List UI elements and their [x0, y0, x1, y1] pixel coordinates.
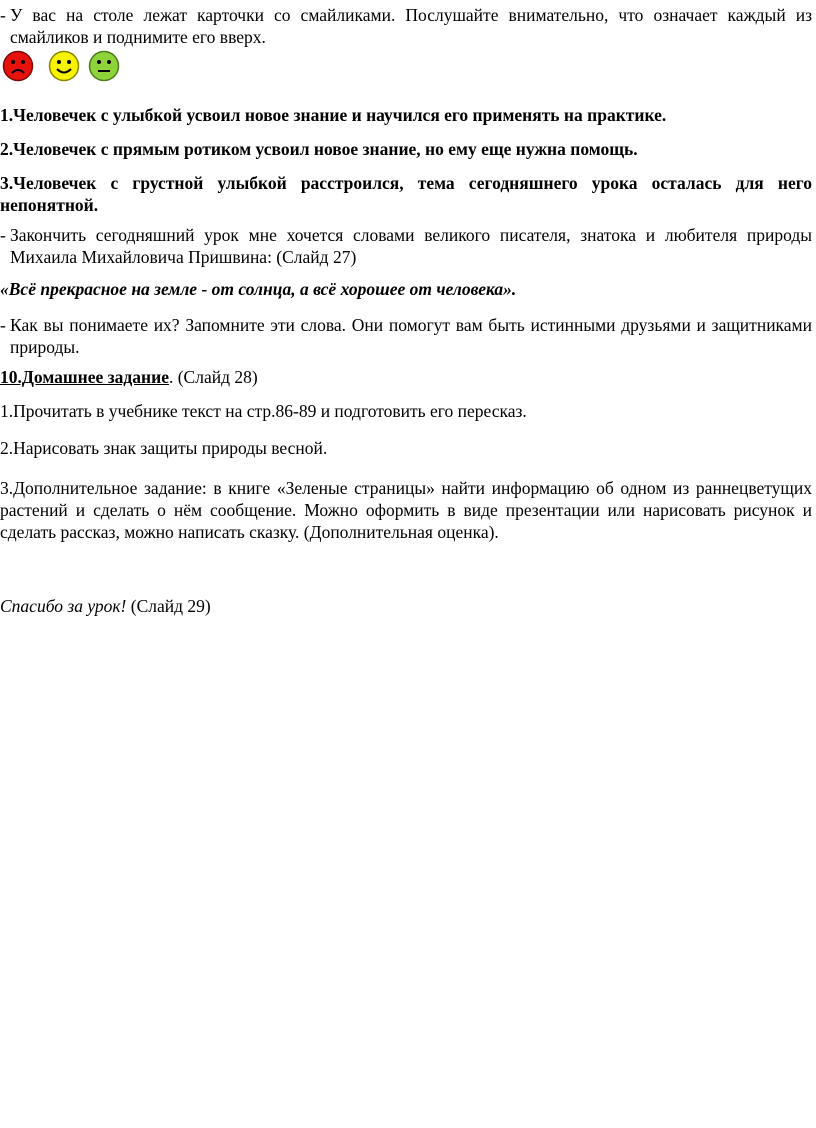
smiley-row	[2, 50, 132, 84]
homework-task-3: 3.Дополнительное задание: в книге «Зеленые страницы» найти информацию об одном из раннецветущих растений и сделать о нём сообщение. Можно оформить в виде презентации или нарисовать рисунок и сделать рассказ, можно написать сказку. (Дополнительная оценка).	[0, 478, 812, 542]
intro-paragraph	[0, 4, 812, 48]
prishvin-quote: «Всё прекрасное на земле - от солнца, а всё хорошее от человека».	[0, 279, 517, 299]
smiley-meaning-3: 3.Человечек с грустной улыбкой расстроился, тема сегодняшнего урока осталась для него непонятной.	[0, 173, 812, 215]
smiley-meaning-2: 2.Человечек с прямым ротиком усвоил новое знание, но ему еще нужна помощь.	[0, 139, 638, 159]
intro-text: У вас на столе лежат карточки со смайликами. Послушайте внимательно, что означает каждый из смайликов и поднимите его вверх.	[10, 5, 812, 47]
happy-face-icon	[48, 50, 80, 82]
question-text: Как вы понимаете их? Запомните эти слова. Они помогут вам быть истинными друзьями и защитниками природы.	[10, 315, 812, 357]
thanks-slide-ref: (Слайд 29)	[126, 596, 211, 616]
sad-face-icon	[2, 50, 34, 82]
homework-title: 10.Домашнее задание	[0, 367, 169, 387]
homework-task-2: 2.Нарисовать знак защиты природы весной.	[0, 438, 328, 458]
closing-text: Закончить сегодняшний урок мне хочется словами великого писателя, знатока и любителя природы Михаила Михайловича Пришвина: (Слайд 27)	[10, 225, 812, 267]
question-paragraph	[0, 314, 812, 358]
closing-paragraph	[0, 224, 812, 268]
neutral-face-icon	[88, 50, 120, 82]
smiley-meaning-1: 1.Человечек с улыбкой усвоил новое знание и научился его применять на практике.	[0, 105, 667, 125]
homework-slide-ref: . (Слайд 28)	[168, 367, 258, 387]
question-dash: -	[0, 315, 6, 335]
intro-dash: -	[0, 5, 6, 25]
closing-dash: -	[0, 225, 6, 245]
homework-heading	[0, 366, 812, 388]
thanks-line	[0, 595, 812, 617]
homework-task-1: 1.Прочитать в учебнике текст на стр.86-89 и подготовить его пересказ.	[0, 401, 527, 421]
thanks-text: Спасибо за урок!	[0, 596, 127, 616]
